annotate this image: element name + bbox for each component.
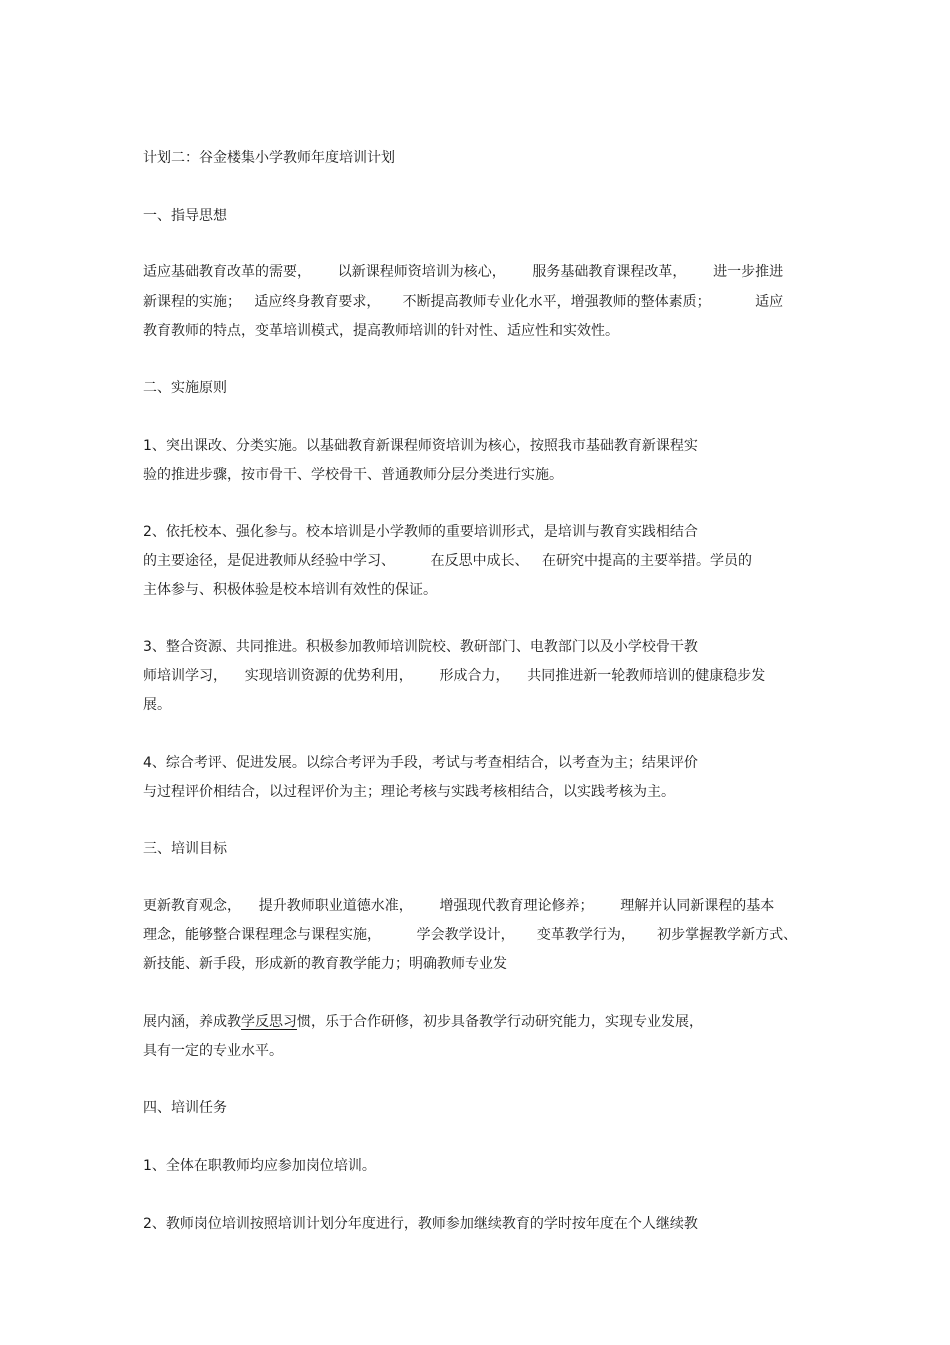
text-run: 惯，乐于合作研修，初步具备教学行动研究能力，实现专业发展， — [297, 1014, 703, 1030]
paragraph-line: 适应基础教育改革的需要， 以新课程师资培训为核心， 服务基础教育课程改革， 进一步推进 — [143, 264, 784, 280]
paragraph-line: 4、综合考评、促进发展。以综合考评为手段，考试与考查相结合，以考查为主；结果评价 — [143, 755, 698, 771]
paragraph-line: 主体参与、积极体验是校本培训有效性的保证。 — [143, 582, 437, 598]
text-run: 展内涵，养成教 — [143, 1014, 241, 1030]
paragraph-line: 师培训学习， 实现培训资源的优势利用， 形成合力， 共同推进新一轮教师培训的健康稳步发 — [143, 668, 766, 684]
section-heading-tasks: 四、培训任务 — [143, 1100, 227, 1116]
paragraph-line: 1、全体在职教师均应参加岗位培训。 — [143, 1158, 376, 1174]
section-heading-goals: 三、培训目标 — [143, 841, 227, 857]
paragraph-line: 教育教师的特点，变革培训模式，提高教师培训的针对性、适应性和实效性。 — [143, 323, 619, 339]
paragraph-line — [143, 1012, 703, 1032]
paragraph-line: 理念，能够整合课程理念与课程实施， 学会教学设计， 变革教学行为， 初步掌握教学新方式、 — [143, 927, 798, 943]
paragraph-line: 具有一定的专业水平。 — [143, 1043, 283, 1059]
section-heading-principles: 二、实施原则 — [143, 380, 227, 396]
document-title: 计划二：谷金楼集小学教师年度培训计划 — [143, 150, 395, 166]
paragraph-line: 验的推进步骤，按市骨干、学校骨干、普通教师分层分类进行实施。 — [143, 467, 563, 483]
paragraph-line: 更新教育观念， 提升教师职业道德水准， 增强现代教育理论修养； 理解并认同新课程的基本 — [143, 898, 775, 914]
underlined-text: 学反思习 — [241, 1014, 297, 1030]
paragraph-line: 的主要途径，是促进教师从经验中学习、 在反思中成长、 在研究中提高的主要举措。学员的 — [143, 553, 752, 569]
paragraph-line: 展。 — [143, 697, 171, 713]
paragraph-line: 与过程评价相结合，以过程评价为主；理论考核与实践考核相结合，以实践考核为主。 — [143, 784, 675, 800]
paragraph-line: 新课程的实施； 适应终身教育要求， 不断提高教师专业化水平，增强教师的整体素质； 适应 — [143, 294, 784, 310]
paragraph-line: 2、教师岗位培训按照培训计划分年度进行，教师参加继续教育的学时按年度在个人继续教 — [143, 1216, 698, 1232]
paragraph-line: 新技能、新手段，形成新的教育教学能力；明确教师专业发 — [143, 956, 507, 972]
section-heading-guiding: 一、指导思想 — [143, 208, 227, 224]
paragraph-line: 1、突出课改、分类实施。以基础教育新课程师资培训为核心，按照我市基础教育新课程实 — [143, 438, 698, 454]
paragraph-line: 3、整合资源、共同推进。积极参加教师培训院校、教研部门、电教部门以及小学校骨干教 — [143, 639, 698, 655]
paragraph-line: 2、依托校本、强化参与。校本培训是小学教师的重要培训形式，是培训与教育实践相结合 — [143, 524, 698, 540]
